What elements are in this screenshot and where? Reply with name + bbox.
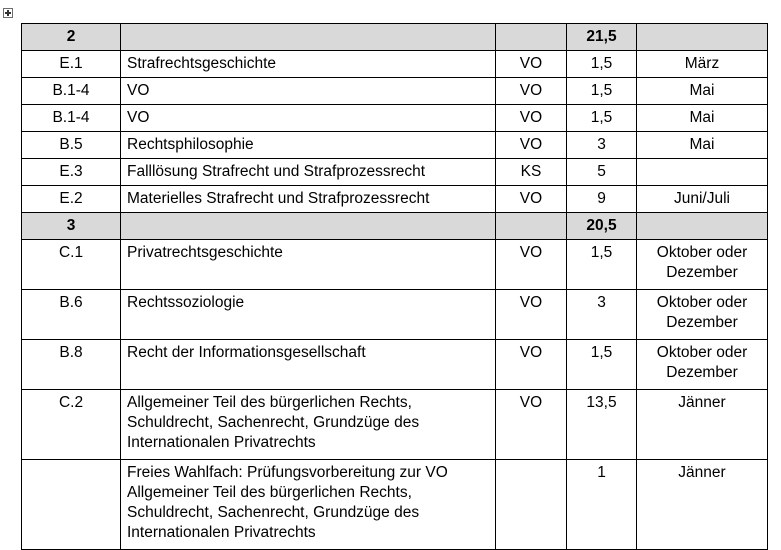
course-code: B.8 (22, 340, 121, 390)
section-total-ects: 21,5 (567, 24, 637, 51)
section-total-ects: 20,5 (567, 213, 637, 240)
course-title: Rechtsphilosophie (121, 132, 496, 159)
course-title: Recht der Informationsgesellschaft (121, 340, 496, 390)
table-move-handle-icon[interactable] (3, 8, 13, 18)
section-number: 2 (22, 24, 121, 51)
course-title: VO (121, 105, 496, 132)
table-row (22, 78, 768, 105)
exam-date: Mai (637, 105, 768, 132)
course-type: VO (496, 51, 567, 78)
course-title: Strafrechtsgeschichte (121, 51, 496, 78)
course-title: Materielles Strafrecht und Strafprozessrecht (121, 186, 496, 213)
course-type: VO (496, 186, 567, 213)
course-ects: 1 (567, 460, 637, 550)
table-row (22, 340, 768, 390)
course-code: B.1-4 (22, 78, 121, 105)
course-ects: 1,5 (567, 105, 637, 132)
empty-cell (637, 213, 768, 240)
course-type: VO (496, 390, 567, 460)
empty-cell (121, 213, 496, 240)
course-code: E.3 (22, 159, 121, 186)
course-type: KS (496, 159, 567, 186)
course-type: VO (496, 105, 567, 132)
course-code: E.1 (22, 51, 121, 78)
course-ects: 1,5 (567, 340, 637, 390)
course-code: B.6 (22, 290, 121, 340)
exam-date: Mai (637, 78, 768, 105)
exam-date: Oktober oder Dezember (637, 240, 768, 290)
course-ects: 1,5 (567, 240, 637, 290)
course-ects: 5 (567, 159, 637, 186)
course-title: Rechtssoziologie (121, 290, 496, 340)
section-number: 3 (22, 213, 121, 240)
course-code: E.2 (22, 186, 121, 213)
table-row (22, 460, 768, 550)
course-title: Privatrechtsgeschichte (121, 240, 496, 290)
table-row (22, 240, 768, 290)
course-ects: 3 (567, 290, 637, 340)
exam-date: Jänner (637, 390, 768, 460)
course-type (496, 460, 567, 550)
exam-date: Oktober oder Dezember (637, 340, 768, 390)
empty-cell (496, 213, 567, 240)
course-schedule-table (21, 23, 768, 550)
course-type: VO (496, 132, 567, 159)
exam-date: Oktober oder Dezember (637, 290, 768, 340)
table-row (22, 105, 768, 132)
course-code (22, 460, 121, 550)
course-code: C.2 (22, 390, 121, 460)
table-row (22, 51, 768, 78)
course-ects: 1,5 (567, 78, 637, 105)
exam-date: März (637, 51, 768, 78)
course-title: Allgemeiner Teil des bürgerlichen Rechts, Schuldrecht, Sachenrecht, Grundzüge des Internationalen Privatrechts (121, 390, 496, 460)
course-title: VO (121, 78, 496, 105)
table-row (22, 290, 768, 340)
table-row (22, 186, 768, 213)
course-ects: 9 (567, 186, 637, 213)
course-ects: 1,5 (567, 51, 637, 78)
course-code: B.5 (22, 132, 121, 159)
empty-cell (637, 24, 768, 51)
course-title: Freies Wahlfach: Prüfungsvorbereitung zur VO Allgemeiner Teil des bürgerlichen Rechts, Schuldrecht, Sachenrecht, Grundzüge des Internationalen Privatrechts (121, 460, 496, 550)
course-title: Falllösung Strafrecht und Strafprozessrecht (121, 159, 496, 186)
section-header-row (22, 213, 768, 240)
course-type: VO (496, 340, 567, 390)
empty-cell (121, 24, 496, 51)
exam-date: Juni/Juli (637, 186, 768, 213)
exam-date: Jänner (637, 460, 768, 550)
section-header-row (22, 24, 768, 51)
course-code: B.1-4 (22, 105, 121, 132)
course-ects: 13,5 (567, 390, 637, 460)
course-type: VO (496, 240, 567, 290)
course-ects: 3 (567, 132, 637, 159)
empty-cell (496, 24, 567, 51)
table-row (22, 132, 768, 159)
course-code: C.1 (22, 240, 121, 290)
exam-date: Mai (637, 132, 768, 159)
table-row (22, 390, 768, 460)
course-type: VO (496, 78, 567, 105)
course-type: VO (496, 290, 567, 340)
table-row (22, 159, 768, 186)
exam-date (637, 159, 768, 186)
